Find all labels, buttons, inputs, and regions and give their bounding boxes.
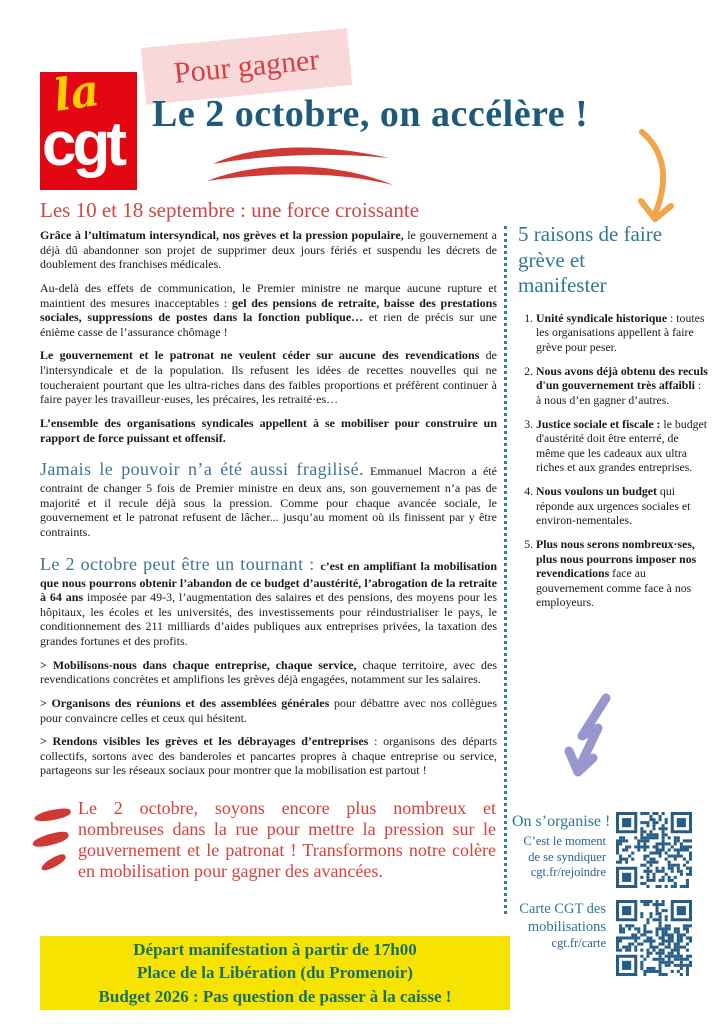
main-article-column: [40, 198, 497, 882]
kicker-label: Pour gagner: [172, 42, 321, 90]
paragraph-section-fragilise: [40, 459, 497, 539]
carte-cgt-text: [512, 900, 606, 951]
bullet-item: [40, 696, 497, 725]
bullet-text: pour débattre avec nos collègues pour convaincre celles et ceux qui hésitent.: [40, 695, 497, 725]
reason-bold-lead: Plus nous serons nombreux·ses, plus nous pourrons imposer nos revendications: [536, 536, 697, 581]
paragraph-bold-lead: Le gouvernement et le patronat ne veulent céder sur aucune des revendications: [40, 348, 480, 363]
list-item: [536, 417, 708, 476]
paragraph-bold-text: c’est en amplifiant la mobilisation que nous pourrons obtenir l’abandon de ce budget d’austérité, l’abrogation de la retraite à 64 ans: [40, 558, 497, 605]
list-item: [536, 364, 708, 408]
banner-line-time: Départ manifestation à partir de 17h00: [133, 939, 417, 959]
reason-text: : à nous d’en gagner d’autres.: [536, 378, 702, 407]
qr-code-rejoindre: [616, 812, 692, 888]
reason-bold-lead: Justice sociale et fiscale :: [536, 416, 661, 431]
reason-bold-lead: Nous voulons un budget: [536, 484, 657, 499]
sidebar-heading-line: manifester: [518, 273, 607, 298]
bullet-bold-lead: > Rendons visibles les grèves et les débrayages d’entreprises: [40, 734, 369, 749]
carte-line: Carte CGT des: [519, 901, 606, 917]
reason-text: face au gouvernement comme face à nos employeurs.: [536, 566, 692, 610]
cgt-logo: [40, 65, 137, 190]
banner-line-place: Place de la Libération (du Promenoir): [137, 963, 413, 983]
reason-text: qui réponde aux urgences sociales et environ-nementales.: [536, 484, 691, 528]
paragraph-text: imposée par 49-3, l’augmentation des salaires et des pensions, des moyens pour les hôpitaux, les écoles et les universités, des investissements pour réindustrialiser le pays, le conditionnement des 211 milliards d’aides publiques aux entreprises privées, la taxation des grandes fortunes et des profits.: [40, 590, 497, 649]
bullet-item: [40, 734, 497, 778]
paragraph: [40, 281, 497, 340]
paragraph-text: Emmanuel Macron a été contraint de changer 5 fois de Premier ministre en deux ans, son gouvernement n’a pas de majorité et il recule déjà sous la pression. Comme pour chaque avancée sociale, le gouvernement et le patronat refusent de lâcher... jusqu’au moment où ils finissent par y être contraints.: [40, 464, 497, 539]
cgt-logo-cgt-text: cgt: [42, 110, 123, 179]
join-line: de se syndiquer: [528, 850, 606, 865]
qr-code-carte: [616, 900, 692, 976]
reason-text: : toutes les organisations appellent à faire grève pour peser.: [536, 310, 705, 355]
section-heading-septembre: Les 10 et 18 septembre : une force croissante: [40, 198, 420, 222]
sidebar-heading-line: 5 raisons de faire: [518, 222, 663, 246]
reason-text: le budget d'austérité doit être enterré, de même que les cadeaux aux ultra riches et aux grandes entreprises.: [536, 416, 708, 475]
join-title: On s’organise !: [512, 813, 611, 830]
reason-bold-lead: Unité syndicale historique: [536, 310, 668, 325]
reason-bold-lead: Nous avons déjà obtenu des reculs d'un gouvernement très affaibli: [536, 363, 708, 393]
paragraph-text: le gouvernement a déjà dû abandonner son projet de supprimer deux jours fériés et suspendu les décrets de doublement des franchises médicales.: [40, 228, 497, 272]
cgt-logo-la-text: la: [50, 65, 103, 122]
demonstration-info-banner: [40, 936, 510, 1010]
paragraph-text: et rien de précis sur une énième casse de l’assurance chômage !: [40, 310, 497, 339]
call-to-action-text: [78, 798, 496, 882]
inline-heading-tournant: Le 2 octobre peut être un tournant :: [40, 553, 321, 574]
bullet-bold-lead: > Mobilisons-nous dans chaque entreprise, chaque service,: [40, 657, 357, 672]
inline-heading-fragilise: Jamais le pouvoir n’a été aussi fragilisé.: [40, 459, 364, 480]
brush-stroke-icon: [31, 830, 70, 850]
join-link[interactable]: cgt.fr/rejoindre: [530, 865, 606, 880]
bullet-item: [40, 658, 497, 687]
reasons-list: [518, 311, 708, 610]
call-to-action-label: Le 2 octobre, soyons encore plus nombreux et nombreuses dans la rue pour mettre la pression sur le gouvernement et le patronat ! Transformons notre colère en mobilisation pour gagner des avancées.: [78, 798, 496, 882]
paragraph: [40, 228, 497, 272]
join-cgt-text: [512, 812, 611, 880]
list-item: [536, 537, 708, 610]
brush-stroke-icon: [39, 852, 67, 873]
carte-cgt-block: [512, 900, 706, 976]
paragraph: [40, 348, 497, 407]
red-swoosh-underline: [205, 140, 395, 188]
join-line: C’est le moment: [523, 833, 606, 848]
list-item: [536, 311, 708, 355]
curved-down-arrow-icon: [612, 126, 697, 234]
bullet-text: : organisons des départs collectifs, sortons avec des banderoles et pancartes propres à chaque entreprise ou service, partageons sur les réseaux sociaux pour montrer que la mobilisation est partout !: [40, 734, 498, 778]
bullet-text: chaque territoire, avec des revendications concrètes et amplifions les grèves déjà engagées, notamment sur les salaires.: [40, 657, 497, 687]
carte-link[interactable]: cgt.fr/carte: [551, 936, 606, 951]
paragraph-bold-text: gel des pensions de retraite, baisse des prestations sociales, suppressions de postes dans la fonction publique…: [40, 295, 497, 325]
bullet-bold-lead: > Organisons des réunions et des assemblées générales: [40, 695, 330, 710]
paragraph-bold-lead: Grâce à l’ultimatum intersyndical, nos grèves et la pression populaire,: [40, 228, 404, 242]
paragraph-text: de l'intersyndicale et de la population. Ils refusent les idées de recettes nouvelles qui ne toucheraient pourtant que les ultra-riches dans des faibles proportions et préfèrent continuer à faire payer les travailleur·euses, les précaires, les retraité·es…: [40, 348, 498, 407]
dotted-column-divider: [504, 226, 507, 914]
page-title: Le 2 octobre, on accélère !: [152, 93, 589, 135]
sidebar-heading-line: grève et: [518, 247, 586, 272]
join-cgt-block: [512, 812, 706, 888]
list-item: [536, 484, 708, 528]
banner-line-slogan: Budget 2026 : Pas question de passer à la caisse !: [98, 986, 452, 1006]
carte-line: mobilisations: [527, 919, 606, 936]
brush-stroke-icon: [33, 807, 71, 823]
paragraph-section-tournant: [40, 554, 497, 649]
zigzag-down-arrow-icon: [548, 692, 612, 786]
sidebar-column: [518, 222, 708, 619]
paragraph-text: Au-delà des effets de communication, le Premier ministre ne marque aucune rupture et maintient des mesures inacceptables :: [40, 280, 497, 310]
paragraph-emphasis: L’ensemble des organisations syndicales appellent à se mobiliser pour construire un rapport de force puissant et offensif.: [40, 415, 497, 445]
sidebar-heading: [518, 222, 708, 299]
